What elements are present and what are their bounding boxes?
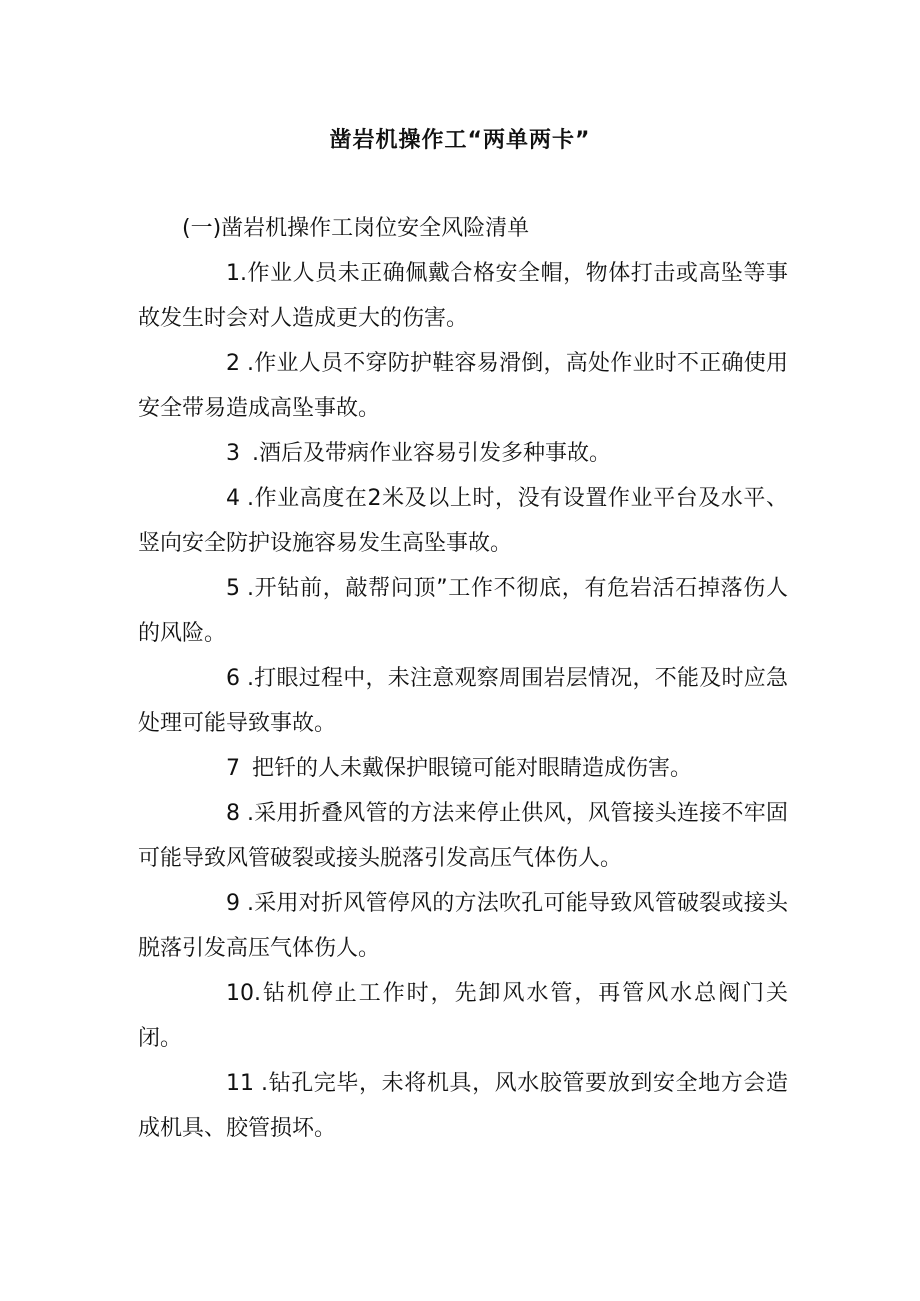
document-body bbox=[138, 206, 788, 1151]
item-number: 2 . bbox=[226, 351, 254, 376]
item-text: .钻机停止工作时，先卸风水管，再管风水总阀门关闭。 bbox=[138, 981, 788, 1051]
item-number: 1. bbox=[226, 261, 247, 286]
list-item bbox=[138, 341, 788, 431]
item-number: 11 . bbox=[226, 1071, 268, 1096]
section-heading: (一)凿岩机操作工岗位安全风险清单 bbox=[182, 216, 530, 241]
item-text: .酒后及带病作业容易引发多种事故。 bbox=[252, 441, 611, 466]
item-text: 采用折叠风管的方法来停止供风，风管接头连接不牢固可能导致风管破裂或接头脱落引发高压气体伤人。 bbox=[138, 801, 788, 871]
item-number: 7 bbox=[226, 756, 240, 781]
list-item bbox=[138, 566, 788, 656]
item-number: 5 . bbox=[226, 576, 254, 601]
item-text: 作业高度在2米及以上时，没有设置作业平台及水平、竖向安全防护设施容易发生高坠事故。 bbox=[138, 486, 788, 556]
item-text: 打眼过程中，未注意观察周围岩层情况，不能及时应急处理可能导致事故。 bbox=[138, 666, 788, 736]
item-number: 6 . bbox=[226, 666, 254, 691]
item-number: 10 bbox=[226, 981, 254, 1006]
list-item bbox=[138, 431, 788, 476]
list-item bbox=[138, 791, 788, 881]
document-title: 凿岩机操作工“两单两卡” bbox=[329, 128, 591, 153]
item-number: 9 . bbox=[226, 891, 254, 916]
item-text: 开钻前，敲帮问顶”工作不彻底，有危岩活石掉落伤人的风险。 bbox=[138, 576, 788, 646]
item-text: 钻孔完毕，未将机具，风水胶管要放到安全地方会造成机具、胶管损坏。 bbox=[138, 1071, 788, 1141]
list-item bbox=[138, 656, 788, 746]
item-text: 作业人员未正确佩戴合格安全帽，物体打击或高坠等事故发生时会对人造成更大的伤害。 bbox=[138, 261, 788, 331]
item-number: 4 . bbox=[226, 486, 254, 511]
list-item bbox=[138, 251, 788, 341]
item-number: 3 bbox=[226, 441, 240, 466]
item-number: 8 . bbox=[226, 801, 254, 826]
item-text: 作业人员不穿防护鞋容易滑倒，高处作业时不正确使用安全带易造成高坠事故。 bbox=[138, 351, 788, 421]
item-text: 采用对折风管停风的方法吹孔可能导致风管破裂或接头脱落引发高压气体伤人。 bbox=[138, 891, 788, 961]
list-item bbox=[138, 746, 788, 791]
list-item bbox=[138, 971, 788, 1061]
list-item bbox=[138, 881, 788, 971]
list-item bbox=[138, 1061, 788, 1151]
item-text: 把钎的人未戴保护眼镜可能对眼睛造成伤害。 bbox=[252, 756, 693, 781]
list-item bbox=[138, 476, 788, 566]
